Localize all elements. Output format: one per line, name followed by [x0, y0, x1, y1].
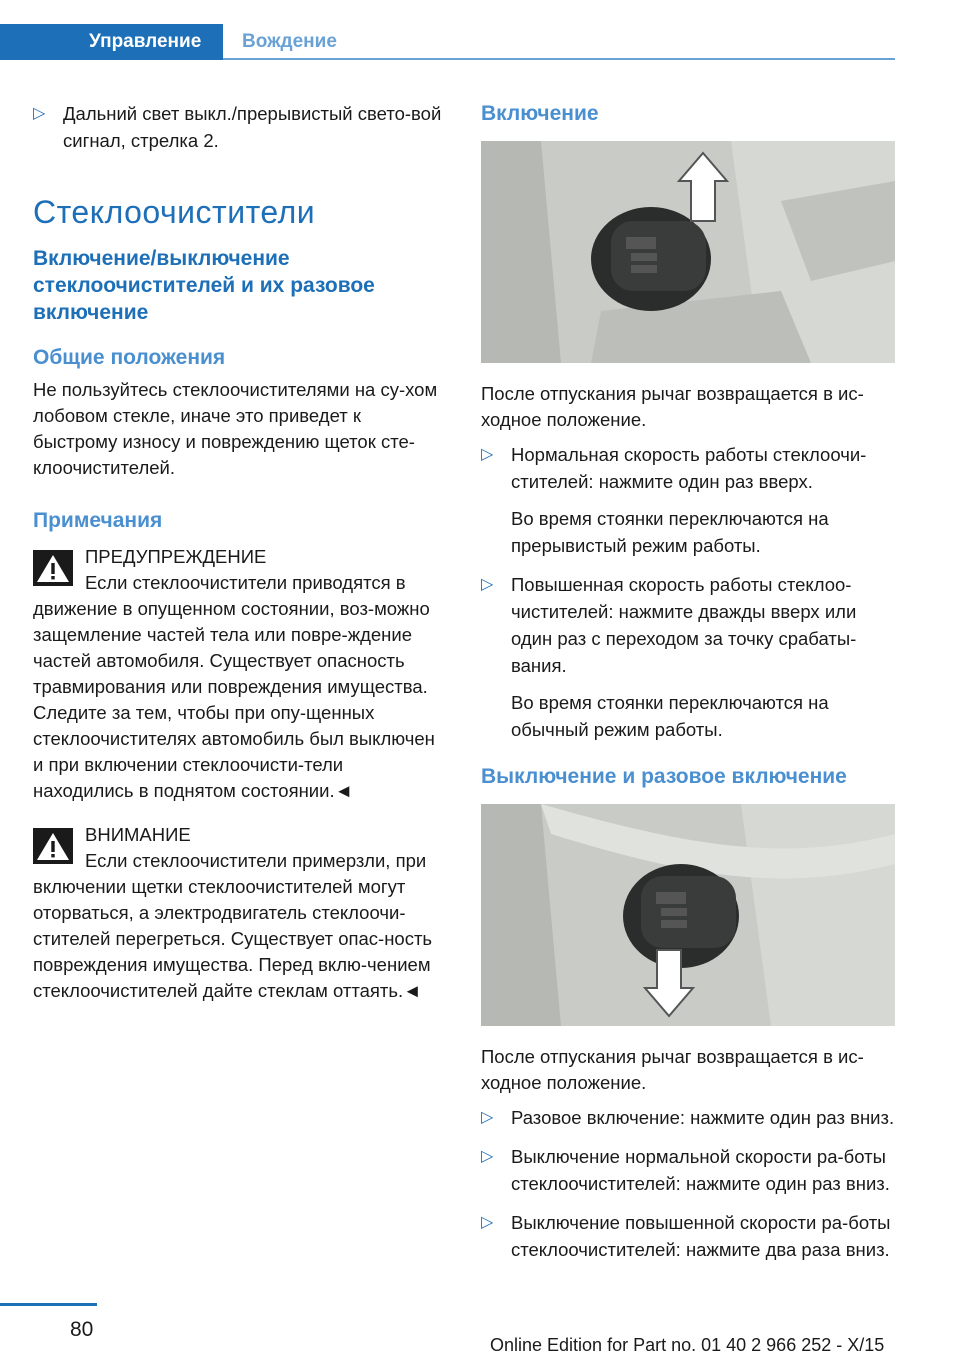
footer-divider — [0, 1303, 97, 1306]
caution-block — [33, 822, 448, 1004]
warning-label: ПРЕДУПРЕЖДЕНИЕ — [85, 546, 267, 567]
lever-down-image — [481, 804, 895, 1026]
caution-text: Если стеклоочистители примерзли, при включении щетки стеклоочистителей могут оторваться, а электродвигатель стеклоочи-стителей перегреться. Существует опас-ность повреждения имущества. Перед вклю-чением стеклоочистителей дайте стеклам оттаять.◄ — [33, 850, 433, 1001]
general-text: Не пользуйтесь стеклоочистителями на су-хом лобовом стекле, иначе это приведет к быстрому износу и повреждению щеток сте-клоочистителей. — [33, 379, 438, 478]
warning-text: Если стеклоочистители приводятся в движение в опущенном состоянии, воз-можно защемление частей тела или повре-ждение частей автомобиля. Существует опасность травмирования или повреждения имущества. Следите за тем, чтобы при опу-щенных стеклоочистителях автомобиль был выключен и при включении стеклоочисти-тели находились в поднятом состоянии.◄ — [33, 572, 435, 801]
triangle-bullet-icon: ▷ — [481, 1214, 494, 1231]
general-heading: Общие положения — [33, 346, 226, 369]
lever-up-image — [481, 141, 895, 363]
bullet-text: Дальний свет выкл./прерывистый свето-вой сигнал, стрелка 2. — [63, 103, 442, 151]
after-release-text: После отпускания рычаг возвращается в ис-ходное положение. — [481, 383, 864, 430]
bullet-note: Во время стоянки переключаются на обычный режим работы. — [511, 692, 829, 740]
list-item — [481, 1143, 896, 1197]
section-title: Стеклоочистители — [33, 194, 316, 230]
warning-block — [33, 544, 448, 804]
warning-triangle-icon — [33, 550, 73, 586]
bullet-text: Выключение нормальной скорости ра-боты стеклоочистителей: нажмите один раз вниз. — [511, 1146, 890, 1194]
list-item — [481, 441, 896, 559]
off-heading: Выключение и разовое включение — [481, 765, 847, 788]
right-column — [481, 100, 896, 1275]
notes-heading: Примечания — [33, 509, 163, 532]
section-subtitle: Включение/выключение стеклоочистителей и их разовое включение — [33, 247, 375, 324]
caution-triangle-icon — [33, 828, 73, 864]
bullet-text: Выключение повышенной скорости ра-боты стеклоочистителей: нажмите два раза вниз. — [511, 1212, 891, 1260]
tab-driving[interactable]: Вождение — [242, 31, 337, 52]
bullet-text: Повышенная скорость работы стеклоо-чистителей: нажмите дважды вверх или один раз с переходом за точку срабаты-вания. — [511, 574, 857, 676]
list-item — [481, 1104, 896, 1131]
bullet-text: Разовое включение: нажмите один раз вниз. — [511, 1107, 895, 1128]
triangle-bullet-icon: ▷ — [481, 576, 494, 593]
tab-controls[interactable]: Управление — [0, 24, 223, 60]
on-heading: Включение — [481, 102, 599, 125]
edition-footer: Online Edition for Part no. 01 40 2 966 252 - X/15 — [490, 1335, 885, 1355]
triangle-bullet-icon: ▷ — [33, 105, 46, 122]
list-item — [33, 100, 448, 154]
triangle-bullet-icon: ▷ — [481, 446, 494, 463]
triangle-bullet-icon: ▷ — [481, 1109, 494, 1126]
after-release-text: После отпускания рычаг возвращается в ис-ходное положение. — [481, 1046, 864, 1093]
top-navigation — [0, 24, 895, 62]
left-column — [33, 100, 448, 1004]
triangle-bullet-icon: ▷ — [481, 1148, 494, 1165]
list-item — [481, 1209, 896, 1263]
caution-label: ВНИМАНИЕ — [85, 824, 191, 845]
page-number: 80 — [70, 1318, 94, 1341]
list-item — [481, 571, 896, 743]
header-divider — [223, 58, 895, 60]
bullet-text: Нормальная скорость работы стеклоочи-стителей: нажмите один раз вверх. — [511, 444, 867, 492]
bullet-note: Во время стоянки переключаются на прерывистый режим работы. — [511, 508, 829, 556]
